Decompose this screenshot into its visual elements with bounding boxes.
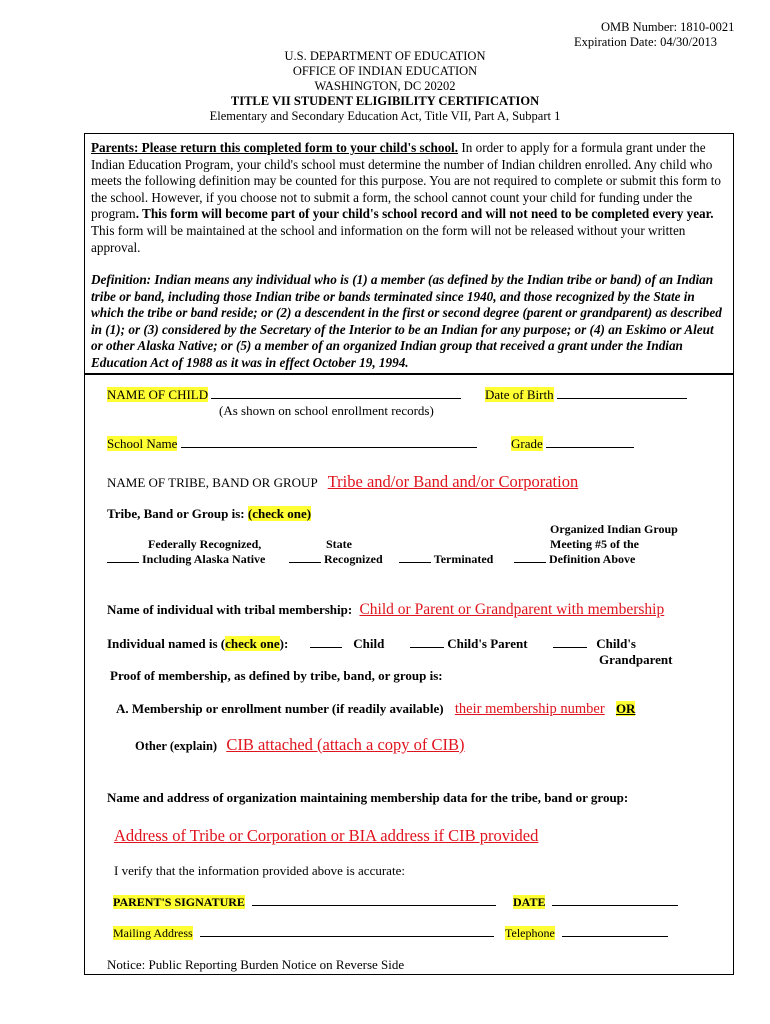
parent-signature-label: PARENT'S SIGNATURE: [113, 895, 245, 909]
child-option-label: Child: [353, 636, 385, 651]
date-input[interactable]: [552, 904, 678, 906]
other-value[interactable]: CIB attached (attach a copy of CIB): [226, 735, 465, 754]
child-checkbox[interactable]: [310, 646, 342, 648]
federal-line-2: Including Alaska Native: [142, 552, 266, 566]
mailing-label: Mailing Address: [113, 926, 193, 940]
mailing-input[interactable]: [200, 935, 494, 937]
date-label: DATE: [513, 895, 546, 909]
school-name-row: [107, 436, 477, 452]
org-address-value[interactable]: Address of Tribe or Corporation or BIA address if CIB provided: [114, 826, 539, 845]
grade-label: Grade: [511, 436, 543, 451]
grade-input[interactable]: [546, 446, 634, 448]
intro-text-2: This form will be maintained at the school and information on the form will not be released without your written approval.: [91, 222, 686, 255]
child-option: [310, 636, 384, 652]
school-name-input[interactable]: [181, 446, 477, 448]
federal-line-1: Federally Recognized,: [148, 537, 262, 551]
name-of-child-row: [107, 387, 461, 403]
form-title: TITLE VII STUDENT ELIGIBILITY CERTIFICATION: [230, 94, 540, 108]
parent-checkbox[interactable]: [410, 646, 444, 648]
telephone-row: [505, 926, 668, 941]
dob-row: [485, 387, 687, 403]
federal-option: [107, 552, 265, 567]
member-label: Name of individual with tribal membership:: [107, 602, 353, 617]
tribe-row: [107, 472, 592, 492]
member-value[interactable]: Child or Parent or Grandparent with membership: [359, 601, 665, 618]
item-a-row: [116, 701, 635, 718]
tribe-label: NAME OF TRIBE, BAND OR GROUP: [107, 475, 318, 490]
named-is-row: [107, 636, 288, 652]
org-checkbox[interactable]: [514, 561, 546, 563]
tribe-is-label: Tribe, Band or Group is:: [107, 506, 248, 521]
or-label: OR: [615, 701, 636, 716]
definition-paragraph: Definition: Indian means any individual who is (1) a member (as defined by the Indian tribe or band) of an Indian tribe or band, including those Indian tribe or bands terminated since 1940, and those recognized by the State in which the tribe or band reside; or (2) a descendent in the first or second degree (parent or grandparent) as described in (1); or (3) considered by the Secretary of the Interior to be an Indian for any purpose; or (4) an Eskimo or Aleut or other Alaska Native; or (5) a member of an organized Indian group that received a grant under the Indian Education Act of 1988 as it was in effect October 19, 1994.: [91, 272, 722, 370]
other-label: Other (explain): [135, 739, 218, 753]
state-option: [289, 552, 383, 567]
dob-label: Date of Birth: [485, 387, 554, 402]
grandparent-line-2: Grandparent: [599, 652, 673, 667]
grandparent-checkbox[interactable]: [553, 646, 587, 648]
state-line-2: Recognized: [324, 552, 383, 566]
org-line-1: Organized Indian Group: [550, 522, 678, 536]
item-a-label: A. Membership or enrollment number (if readily available): [116, 701, 444, 716]
name-of-child-label: NAME OF CHILD: [107, 387, 209, 402]
state-checkbox[interactable]: [289, 561, 321, 563]
federal-checkbox[interactable]: [107, 561, 139, 563]
dob-input[interactable]: [557, 397, 687, 399]
notice-text: Notice: Public Reporting Burden Notice on Reverse Side: [107, 957, 405, 972]
department-name: U.S. DEPARTMENT OF EDUCATION: [284, 49, 486, 63]
item-a-value[interactable]: their membership number: [454, 701, 605, 717]
org-line-3: Definition Above: [549, 552, 636, 566]
verify-label: I verify that the information provided above is accurate:: [114, 863, 405, 878]
org-option: [514, 552, 635, 567]
check-one-label-2: check one: [225, 636, 280, 651]
named-is-label: Individual named is (: [107, 636, 226, 651]
intro-text-1: In order to apply for a formula grant under the Indian Education Program, your child's school must determine the number of Indian children enrolled. Any child who meets the following definition may be counted for this purpose. You are not required to complete or submit this form to the school. However, if you choose not to submit a form, the school cannot count your child for funding under the program: [91, 140, 721, 222]
grandparent-option: [553, 636, 636, 652]
name-of-child-input[interactable]: [211, 397, 461, 399]
omb-number: OMB Number: 1810-0021: [601, 20, 735, 34]
terminated-option: [399, 552, 493, 567]
org-address-label: Name and address of organization maintaining membership data for the tribe, band or group:: [107, 790, 629, 805]
telephone-label: Telephone: [505, 926, 555, 940]
terminated-checkbox[interactable]: [399, 561, 431, 563]
mailing-row: [113, 926, 494, 941]
grade-row: [511, 436, 634, 452]
signature-row: [113, 895, 496, 910]
name-note: (As shown on school enrollment records): [219, 403, 434, 418]
telephone-input[interactable]: [562, 935, 668, 937]
check-one-label: (check one): [247, 506, 312, 521]
office-city: WASHINGTON, DC 20202: [314, 79, 456, 93]
date-row: [513, 895, 678, 910]
parent-signature-input[interactable]: [252, 904, 496, 906]
intro-dot: .: [135, 206, 143, 222]
grandparent-line-1: Child's: [596, 636, 636, 651]
proof-label: Proof of membership, as defined by tribe, band, or group is:: [110, 668, 443, 683]
school-name-label: School Name: [107, 436, 178, 451]
terminated-label: Terminated: [433, 552, 494, 566]
named-is-close: ):: [279, 636, 289, 651]
state-line-1: State: [326, 537, 352, 551]
parent-option: [410, 636, 528, 652]
tribe-value[interactable]: Tribe and/or Band and/or Corporation: [327, 472, 579, 491]
other-row: [135, 735, 531, 755]
expiration-date: Expiration Date: 04/30/2013: [574, 35, 718, 49]
tribe-is-row: [107, 506, 311, 522]
intro-paragraph: [91, 140, 725, 256]
member-row: [107, 601, 664, 619]
intro-lead: Parents: Please return this completed form to your child's school.: [91, 140, 459, 155]
org-line-2: Meeting #5 of the: [550, 537, 639, 551]
form-subtitle: Elementary and Secondary Education Act, Title VII, Part A, Subpart 1: [209, 109, 561, 123]
intro-bold: This form will become part of your child's school record and will not need to be completed every year.: [142, 206, 714, 222]
parent-option-label: Child's Parent: [447, 636, 528, 651]
office-name: OFFICE OF INDIAN EDUCATION: [292, 64, 478, 78]
